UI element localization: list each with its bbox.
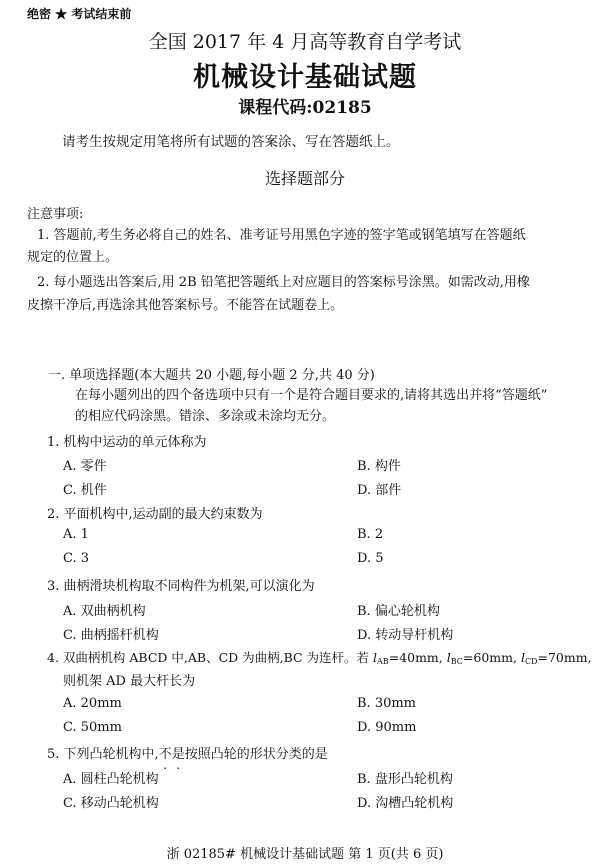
emphasis-dotted-char-1: 不 xyxy=(158,747,172,762)
length-symbol-ab: l xyxy=(373,650,378,665)
note-item-2-line-1: 2. 每小题选出答案后,用 2B 铅笔把答题纸上对应题目的答案标号涂黑。如需改动,用橡 xyxy=(37,275,530,290)
question-3-option-c: C. 曲柄摇杆机构 xyxy=(63,628,159,643)
question-5-option-a: A. 圆柱凸轮机构 xyxy=(63,772,159,787)
question-5-stem-before: 5. 下列凸轮机构中, xyxy=(47,747,159,762)
subscript-bc: BC xyxy=(450,657,463,666)
question-2-option-d: D. 5 xyxy=(357,551,384,566)
length-value-ab: =40mm, xyxy=(388,650,447,665)
question-2-option-b: B. 2 xyxy=(357,527,384,542)
question-1-option-c: C. 机件 xyxy=(63,483,107,498)
question-3-option-b: B. 偏心轮机构 xyxy=(357,604,440,619)
part1-desc-line-2: 的相应代码涂黑。错涂、多涂或未涂均无分。 xyxy=(75,409,336,424)
subscript-ab: AB xyxy=(377,657,389,666)
question-2-option-c: C. 3 xyxy=(63,551,90,566)
question-5-stem-after: 按照凸轮的形状分类的是 xyxy=(184,747,328,762)
question-4-stem xyxy=(47,648,592,666)
question-4-stem-prefix: 4. 双曲柄机构 ABCD 中,AB、CD 为曲柄,BC 为连杆。若 xyxy=(47,650,374,665)
question-4-option-b: B. 30mm xyxy=(357,696,417,711)
note-item-2-line-2: 皮擦干净后,再选涂其他答案标号。不能答在试题卷上。 xyxy=(27,298,344,313)
length-value-bc: =60mm, xyxy=(462,650,521,665)
length-value-cd: =70mm, xyxy=(537,650,592,665)
question-3-option-a: A. 双曲柄机构 xyxy=(63,604,146,619)
page-title: 机械设计基础试题 xyxy=(193,62,417,93)
question-4-option-c: C. 50mm xyxy=(63,720,122,735)
length-symbol-cd: l xyxy=(520,650,525,665)
question-3-stem: 3. 曲柄滑块机构取不同构件为机架,可以演化为 xyxy=(47,579,315,594)
question-1-option-b: B. 构件 xyxy=(357,459,401,474)
question-1-option-a: A. 零件 xyxy=(63,459,107,474)
question-2-stem: 2. 平面机构中,运动副的最大约束数为 xyxy=(47,507,263,522)
question-5-stem xyxy=(47,743,328,762)
subscript-cd: CD xyxy=(524,657,538,666)
notes-title: 注意事项: xyxy=(27,207,84,222)
section-title: 选择题部分 xyxy=(264,169,345,188)
note-item-1-line-2: 规定的位置上。 xyxy=(27,250,119,265)
question-4-stem-line-2: 则机架 AD 最大杆长为 xyxy=(63,674,196,689)
course-code: 课程代码:02185 xyxy=(238,98,372,118)
question-5-option-d: D. 沟槽凸轮机构 xyxy=(357,796,454,811)
length-symbol-bc: l xyxy=(446,650,451,665)
emphasis-dotted-char-2: 是 xyxy=(171,747,185,762)
secret-label: 绝密 ★ 考试结束前 xyxy=(27,7,132,21)
instruction-text: 请考生按规定用笔将所有试题的答案涂、写在答题纸上。 xyxy=(62,134,400,150)
question-4-option-d: D. 90mm xyxy=(357,720,417,735)
question-5-option-c: C. 移动凸轮机构 xyxy=(63,796,159,811)
question-5-option-b: B. 盘形凸轮机构 xyxy=(357,772,453,787)
question-3-option-d: D. 转动导杆机构 xyxy=(357,628,454,643)
question-4-option-a: A. 20mm xyxy=(63,696,122,711)
part1-heading: 一. 单项选择题(本大题共 20 小题,每小题 2 分,共 40 分) xyxy=(48,368,375,383)
note-item-1-line-1: 1. 答题前,考生务必将自己的姓名、准考证号用黑色字迹的签字笔或钢笔填写在答题纸 xyxy=(37,228,526,243)
exam-line: 全国 2017 年 4 月高等教育自学考试 xyxy=(148,31,462,53)
question-1-option-d: D. 部件 xyxy=(357,483,402,498)
part1-desc-line-1: 在每小题列出的四个备选项中只有一个是符合题目要求的,请将其选出并将“答题纸” xyxy=(75,388,548,403)
page-footer: 浙 02185# 机械设计基础试题 第 1 页(共 6 页) xyxy=(166,847,444,862)
question-2-option-a: A. 1 xyxy=(63,527,89,542)
question-1-stem: 1. 机构中运动的单元体称为 xyxy=(47,435,207,450)
